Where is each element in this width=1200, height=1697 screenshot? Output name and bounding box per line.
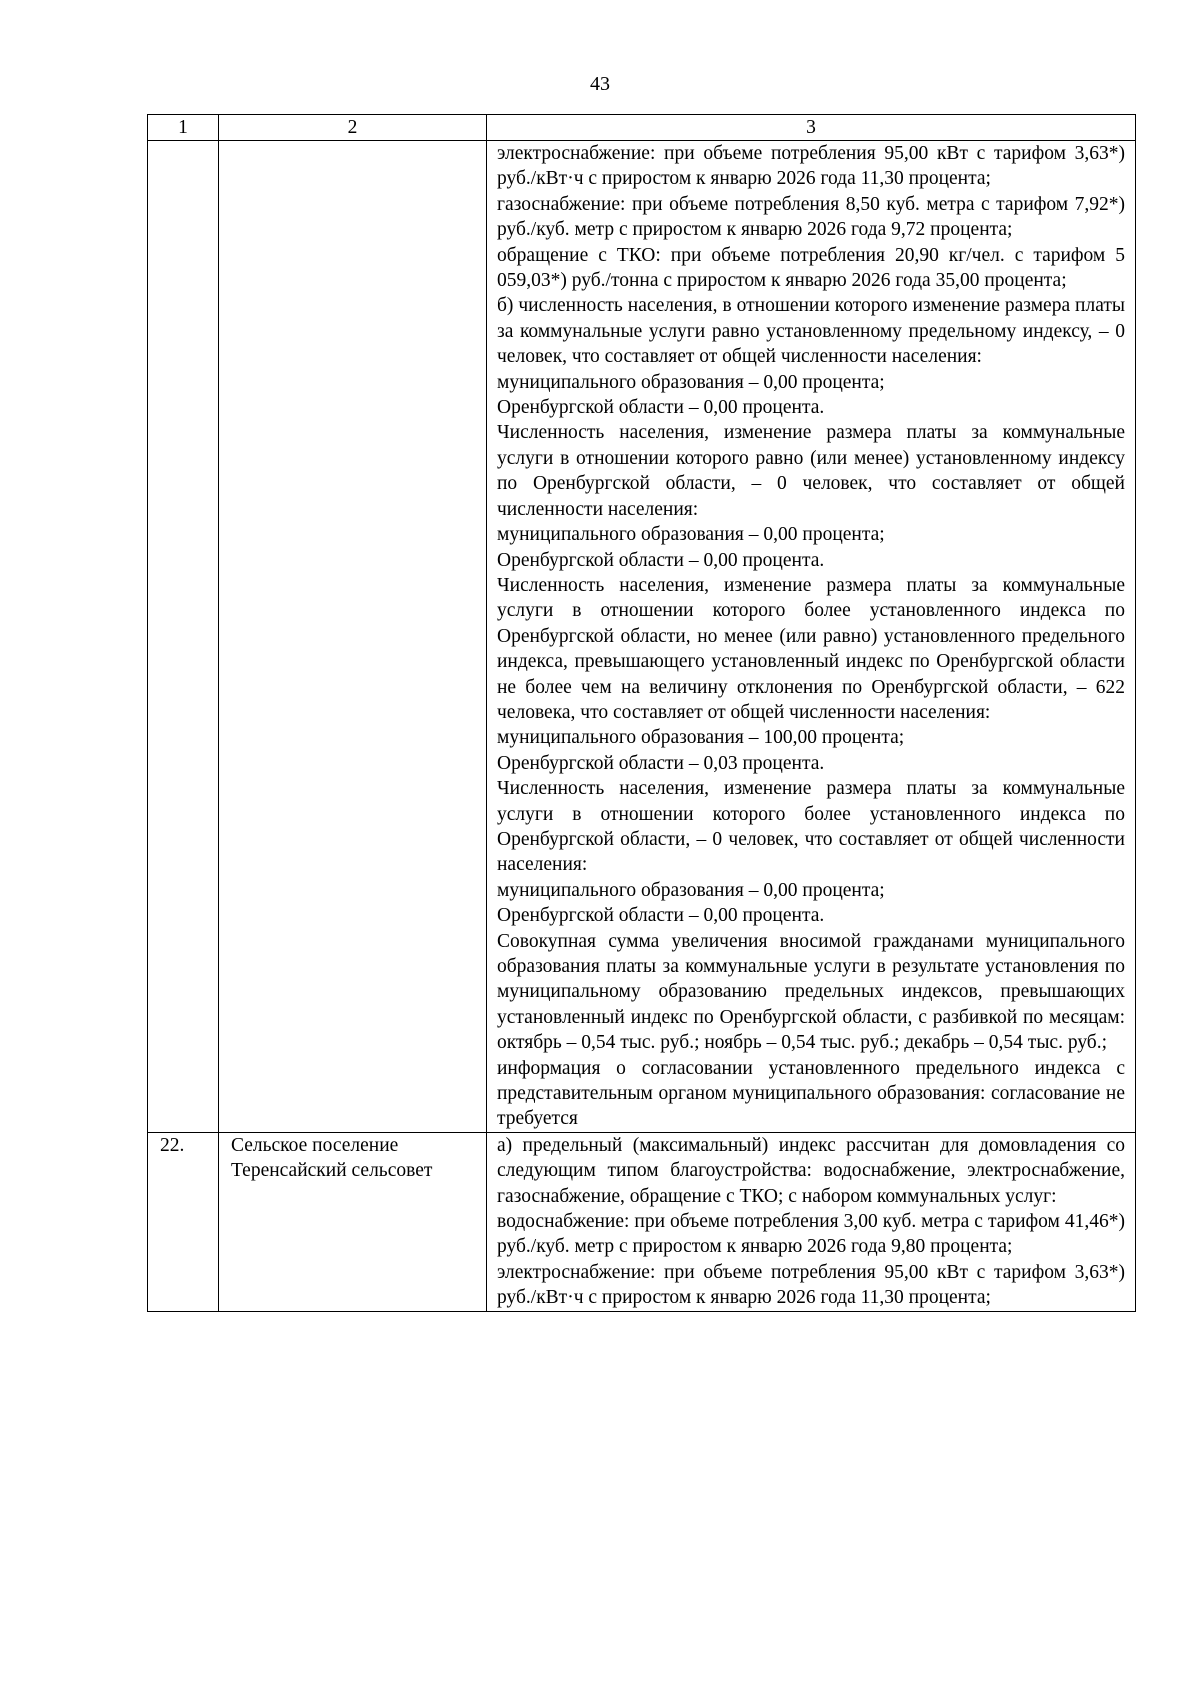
description-paragraph: а) предельный (максимальный) индекс рассчитан для домовладения со следующим типом благоустройства: водоснабжение, электроснабжение, газоснабжение, обращение с ТКО; с набором коммунальных услуг: — [497, 1134, 1125, 1207]
description-paragraph: Численность населения, изменение размера платы за коммунальные услуги в отношении которого равно (или менее) установленному индексу по Оренбургской области, – 0 человек, что составляет от общей численности населения: — [497, 422, 1125, 520]
description-paragraph: Оренбургской области – 0,00 процента. — [497, 549, 825, 571]
description-paragraph: муниципального образования – 0,00 процента; — [497, 371, 885, 393]
municipality-name — [219, 141, 487, 1133]
description-paragraph: Оренбургской области – 0,00 процента. — [497, 397, 825, 419]
table-header-row — [148, 115, 1136, 141]
description-paragraph: электроснабжение: при объеме потребления 95,00 кВт с тарифом 3,63*) руб./кВт·ч с приростом к январю 2026 года 11,30 процента; — [497, 1261, 1125, 1309]
table-row — [148, 141, 1136, 1133]
description-paragraph: Оренбургской области – 0,03 процента. — [497, 752, 825, 774]
header-col-3: 3 — [487, 115, 1136, 141]
description-paragraph: муниципального образования – 0,00 процента; — [497, 524, 885, 546]
row-number — [148, 141, 219, 1133]
description-paragraph: обращение с ТКО: при объеме потребления 20,90 кг/чел. с тарифом 5 059,03*) руб./тонна с приростом к январю 2026 года 35,00 процента; — [497, 244, 1125, 292]
description-paragraph: водоснабжение: при объеме потребления 3,00 куб. метра с тарифом 41,46*) руб./куб. метр с приростом к январю 2026 года 9,80 процента; — [497, 1211, 1125, 1258]
description-paragraph: Оренбургской области – 0,00 процента. — [497, 905, 825, 927]
description-paragraph: муниципального образования – 0,00 процента; — [497, 879, 885, 901]
header-col-2: 2 — [219, 115, 487, 141]
table-row — [148, 1132, 1136, 1311]
description-paragraph: Численность населения, изменение размера платы за коммунальные услуги в отношении которого более установленного индекса по Оренбургской области, – 0 человек, что составляет от общей численности населения: — [497, 778, 1125, 876]
row-description — [487, 1132, 1136, 1311]
header-col-1: 1 — [148, 115, 219, 141]
description-paragraph: Численность населения, изменение размера платы за коммунальные услуги в отношении которого более установленного индекса по Оренбургской области, но менее (или равно) установленного предельного индекса, превышающего установленный индекс по Оренбургской области не более чем на величину отклонения по Оренбургской области, – 622 человека, что составляет от общей численности населения: — [497, 574, 1125, 723]
description-paragraph: муниципального образования – 100,00 процента; — [497, 727, 905, 749]
description-paragraph: информация о согласовании установленного предельного индекса с представительным органом муниципального образования: согласование не требуется — [497, 1057, 1125, 1130]
description-paragraph: газоснабжение: при объеме потребления 8,50 куб. метра с тарифом 7,92*) руб./куб. метр с приростом к январю 2026 года 9,72 процента; — [497, 193, 1125, 241]
row-number: 22. — [148, 1132, 219, 1311]
description-paragraph: электроснабжение: при объеме потребления 95,00 кВт с тарифом 3,63*) руб./кВт·ч с приростом к январю 2026 года 11,30 процента; — [497, 143, 1125, 190]
description-paragraph: б) численность населения, в отношении которого изменение размера платы за коммунальные услуги равно установленному предельному индексу, – 0 человек, что составляет от общей численности населения: — [497, 295, 1125, 368]
row-description — [487, 141, 1136, 1133]
document-table — [147, 114, 1136, 1312]
municipality-name: Сельское поселение Теренсайский сельсовет — [219, 1132, 487, 1311]
page-number: 43 — [590, 73, 610, 95]
description-paragraph: Совокупная сумма увеличения вносимой гражданами муниципального образования платы за коммунальные услуги в результате установления по муниципальному образованию предельных индексов, превышающих установленный индекс по Оренбургской области, с разбивкой по месяцам: октябрь – 0,54 тыс. руб.; ноябрь – 0,54 тыс. руб.; декабрь – 0,54 тыс. руб.; — [497, 930, 1125, 1054]
